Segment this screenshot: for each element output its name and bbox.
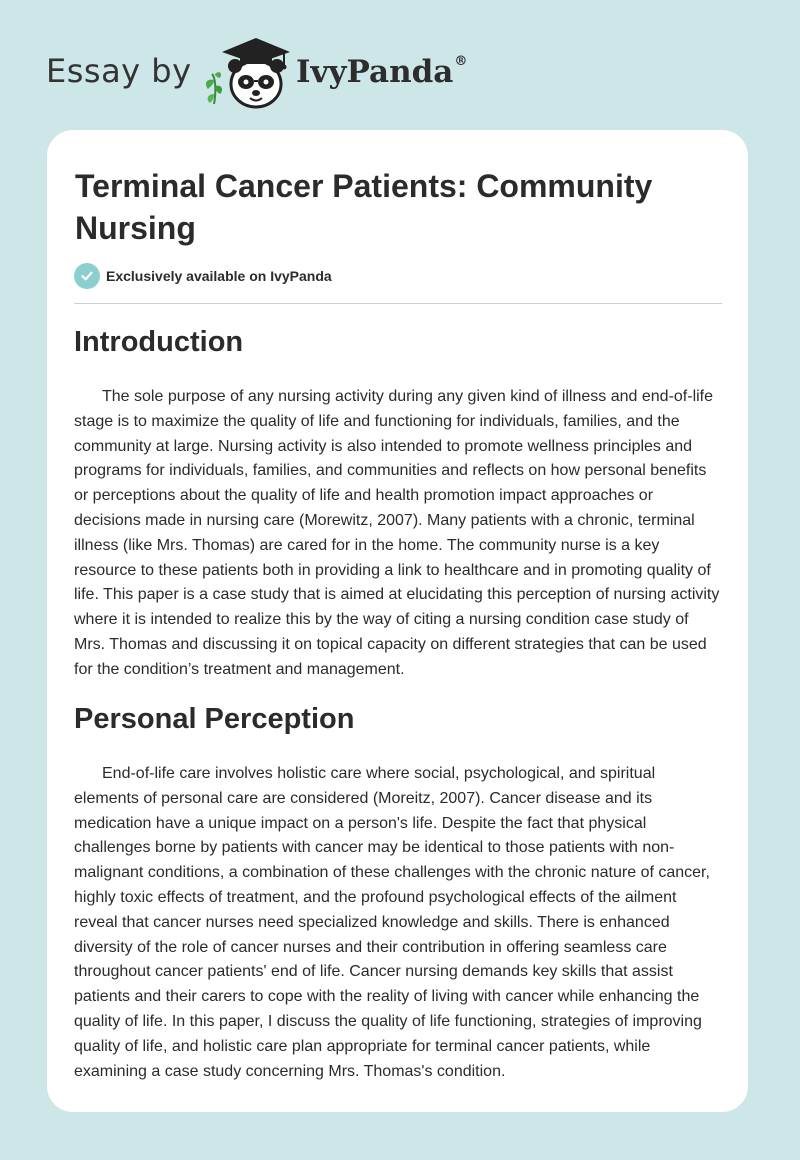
exclusive-badge (74, 263, 332, 289)
registered-mark: ® (454, 53, 468, 69)
essay-by-label: Essay by (46, 52, 192, 90)
check-icon (74, 263, 100, 289)
site-header (46, 30, 506, 110)
section-body-personal-perception: End-of-life care involves holistic care where social, psychological, and spiritual elements of personal care are considered (Moreitz, 2007). Cancer disease and its medication have a unique impact on a person's life. Despite the fact that physical challenges borne by patients with cancer may be identical to those patients with non-malignant conditions, a combination of these challenges with the chronic nature of cancer, highly toxic effects of treatment, and the profound psychological effects of the ailment reveal that cancer nurses need specialized knowledge and skills. There is enhanced diversity of the role of cancer nurses and their contribution in offering seamless care throughout cancer patients' end of life. Cancer nursing demands key skills that assist patients and their carers to cope with the reality of living with cancer while enhancing the quality of life. In this paper, I discuss the quality of life functioning, strategies of improving quality of life, and holistic care plan appropriate for terminal cancer patients, while examining a case study concerning Mrs. Thomas's condition. (74, 765, 710, 1080)
ivy-leaf-icon (206, 72, 222, 104)
section-body-introduction: The sole purpose of any nursing activity during any given kind of illness and end-of-life stage is to maximize the quality of life and functioning for individuals, families, and the community at large. Nursing activity is also intended to promote wellness principles and programs for individuals, families, and communities and reflects on how personal benefits or perceptions about the quality of life and health promotion impact approaches or decisions made in nursing care (Morewitz, 2007). Many patients with a chronic, terminal illness (like Mrs. Thomas) are cared for in the home. The community nurse is a key resource to these patients both in providing a link to healthcare and in promoting quality of life. This paper is a case study that is aimed at elucidating this perception of nursing activity where it is intended to realize this by the way of citing a nursing condition case study of Mrs. Thomas and discussing it on topical capacity on different strategies that can be used for the condition’s treatment and management. (74, 388, 720, 678)
divider (74, 303, 722, 304)
page-title: Terminal Cancer Patients: Community Nursing (75, 168, 653, 246)
section-heading-introduction: Introduction (74, 326, 244, 358)
brand-name[interactable]: IvyPanda® (296, 53, 468, 90)
essay-card (47, 130, 748, 1112)
exclusive-label: Exclusively available on IvyPanda (106, 268, 332, 284)
section-heading-personal-perception: Personal Perception (74, 703, 355, 735)
panda-graduate-logo-icon[interactable] (200, 34, 290, 112)
